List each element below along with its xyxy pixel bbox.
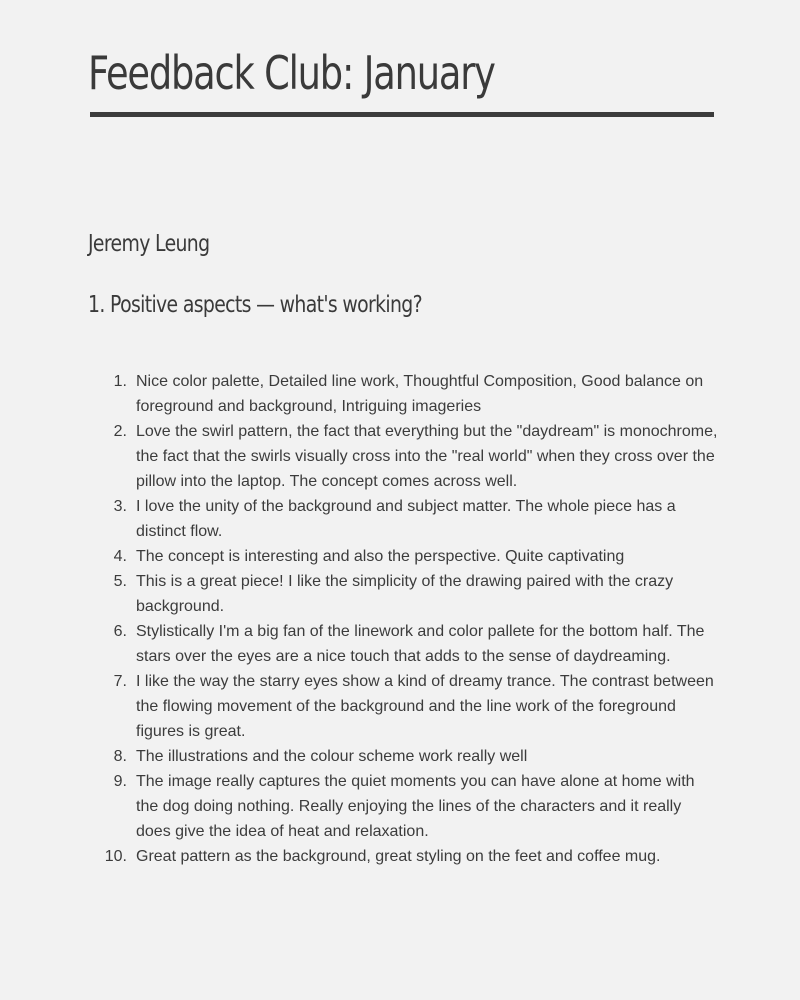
item-text: The concept is interesting and also the perspective. Quite captivating (136, 548, 625, 565)
item-text: This is a great piece! I like the simplicity of the drawing paired with the crazy background. (136, 573, 674, 615)
list-item (100, 544, 720, 569)
author-name: Jeremy Leung (88, 231, 210, 257)
item-number: 3. (113, 498, 127, 515)
item-text: The image really captures the quiet moments you can have alone at home with the dog doing nothing. Really enjoying the lines of the characters and it really does give the idea of heat and relaxation. (136, 773, 695, 840)
section-heading: 1. Positive aspects — what's working? (88, 292, 422, 318)
item-text: Love the swirl pattern, the fact that everything but the "daydream" is monochrome, the fact that the swirls visually cross into the "real world" when they cross over the pillow into the laptop. The concept comes across well. (136, 423, 718, 490)
item-number: 4. (113, 548, 127, 565)
list-item (100, 669, 720, 744)
page-title: Feedback Club: January (88, 46, 495, 100)
list-item (100, 419, 720, 494)
item-text: I like the way the starry eyes show a kind of dreamy trance. The contrast between the flowing movement of the background and the line work of the foreground figures is great. (136, 673, 714, 740)
item-number: 7. (113, 673, 127, 690)
item-number: 5. (113, 573, 127, 590)
item-number: 10. (104, 848, 127, 865)
item-number: 2. (113, 423, 127, 440)
list-item (100, 769, 720, 844)
item-number: 8. (113, 748, 127, 765)
item-number: 9. (113, 773, 127, 790)
list-item (100, 494, 720, 544)
list-item (100, 369, 720, 419)
list-item (100, 569, 720, 619)
item-text: Nice color palette, Detailed line work, Thoughtful Composition, Good balance on foreground and background, Intriguing imageries (136, 373, 704, 415)
list-item (100, 744, 720, 769)
item-number: 6. (113, 623, 127, 640)
feedback-list (100, 369, 720, 869)
item-text: Stylistically I'm a big fan of the linework and color pallete for the bottom half. The stars over the eyes are a nice touch that adds to the sense of daydreaming. (136, 623, 705, 665)
item-text: The illustrations and the colour scheme work really well (136, 748, 528, 765)
list-item (100, 844, 720, 869)
list-item (100, 619, 720, 669)
item-text: I love the unity of the background and subject matter. The whole piece has a distinct flow. (136, 498, 676, 540)
item-number: 1. (113, 373, 127, 390)
item-text: Great pattern as the background, great styling on the feet and coffee mug. (136, 848, 661, 865)
title-divider (90, 112, 714, 117)
